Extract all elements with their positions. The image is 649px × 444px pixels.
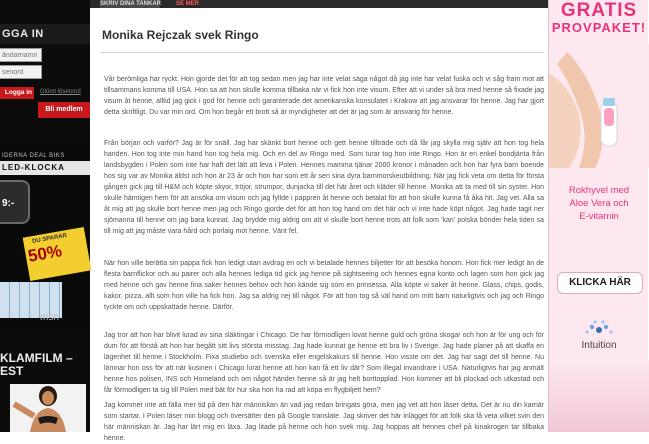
klamfilm-heading-line2: EST bbox=[0, 364, 24, 378]
ad-headline: GRATIS bbox=[560, 0, 638, 21]
discount-badge-value: 50% bbox=[26, 241, 64, 266]
intuition-brand: Intuition bbox=[581, 340, 617, 351]
login-button[interactable]: Logga in bbox=[0, 87, 34, 99]
right-ad-banner[interactable] bbox=[548, 0, 648, 432]
msn-logo: msn bbox=[40, 312, 59, 323]
ad-copy-line: Aloe Vera och bbox=[569, 198, 629, 209]
left-sidebar bbox=[0, 0, 90, 432]
ad-led-title: LED-KLOCKA bbox=[2, 163, 65, 172]
register-button[interactable]: Bli medlem bbox=[38, 102, 90, 118]
password-field[interactable] bbox=[0, 65, 42, 79]
led-watch-ad[interactable] bbox=[0, 146, 90, 330]
ad-copy-line: Rokhyvel med bbox=[568, 185, 630, 196]
blog-article bbox=[100, 18, 546, 442]
forgot-password-link[interactable]: Glömt lösenord bbox=[40, 89, 81, 95]
ad-product-image bbox=[549, 44, 649, 168]
nav-see-more[interactable]: SE MER bbox=[176, 1, 200, 7]
klamfilm-heading bbox=[0, 352, 73, 378]
ad-price: 9:- bbox=[2, 198, 15, 209]
nav-write-thoughts[interactable]: SKRIV DINA TANKAR bbox=[100, 1, 161, 7]
article-paragraph: Jag tror att hon har blivit lurad av sina släktingar i Chicago. De har förmodligen lovat henne guld och gröna skogar och hon är för ung och för dum för att förstå att hon har begått sitt livs största misstag. Jag hade kunnat ge henne ett bra liv i Sverige. Jag hade planer på att skaffa en lägenhet till henne i Stockholm. Fixa studiebo och svenska eller engelskakurs till henne. Hon visste om det. Jag har sagt det till henne. Nu lämnar hon oss för att när kusinen i Chicago lurat henne att hon kan få ett liv där? Som illegal invandrare i USA. Naturligtvis har jag anmält henne hos polisen, INS och Homeland och om något händer henne så är jag helt borttopplad. Hon kommer att bli plockad och utkastad och får förmodligen ta sig till Polen med bät för hur ska hon ha rad att köpa en flygbiljett hem? bbox=[104, 332, 544, 394]
login-heading: GGA IN bbox=[0, 24, 90, 44]
article-title: Monika Rejczak svek Ringo bbox=[102, 28, 259, 42]
ad-copy-line: E-vitamin bbox=[579, 211, 619, 222]
klamfilm-photo[interactable] bbox=[10, 384, 86, 432]
discount-badge-label: DU SPARAR bbox=[31, 232, 68, 246]
click-here-button[interactable]: KLICKA HÄR bbox=[557, 272, 643, 294]
top-nav bbox=[90, 0, 548, 8]
username-field[interactable] bbox=[0, 48, 42, 62]
article-paragraph: När hon ville berätta sin pappa fick hon ledigt utan avdrag en och vi betalade hennes biljetter för att besöka honom. Hon fick mer ledigt än de flesta barnflickor och au pairer och alla hennes lediga tid gick jag henne på sightseeing och hennes egna konto och lagen som hon gick jag med henne och gav henne fina saker hennes behov och hon kände sig som en prinsessa. Alla köpte vi saker åt henne. Glass, chips, godis, kakor, pizza, allt som hon ville ha fick hon. Jag sa aldrig nej till något. För att hon tog så väl hand om mitt barn naturligtvis och jag och Ringo tyckte om och uppskattade henne. Därför. bbox=[104, 260, 544, 311]
article-paragraph: Vår berömliga har ryckt. Hon gjorde det för att tog sedan men jag har inte velat säga något då jag inte har velat fuska och vi såg fram mot att tillsammans komma till USA. Hon sa att hon skulle komma tillbaka när vi fick hon inte visum. Efter att vi under så bra med henne så fixade jag visum åt henne, alltid jag gick i god för henne och garanterade det amerikanska konsulatet i Krakow att jag ansvarar för henne. Jag har gjort detta skriftligt. Du var min ord. Om hon begår ett brott så är myndigheter att det är jag som är ansvarig för henne. bbox=[104, 76, 544, 116]
ad-small-text: IDERNA DEAL BIKS bbox=[2, 153, 65, 159]
ad-copy bbox=[549, 184, 649, 223]
title-divider bbox=[100, 52, 544, 53]
intuition-logo-icon bbox=[574, 318, 624, 342]
klamfilm-heading-line1: KLAMFILM – bbox=[0, 351, 73, 365]
ad-subheadline: PROVPAKET! bbox=[551, 20, 647, 35]
article-paragraph: Från början och varför? Jag är för snäll. Jag har skänkt bort henne och gett henne tillträde och då får jag skylla mig själv att hon tog hela handen. Hon tog inte min hand hon tog hela mig. Och en del av Ringo med. Som turar tog hon inte Ringo. Hon är en enkel bondjänta från landsbygden i Polen som inte har haft det lätt att leva i Polen. Hennes mamma tjänar 2000 kronor i månaden och hon har fyra barn boende hos sig var av Monika äldst och hon är 23 år och hon har som ett år sen sina dyra barnmorskeutbildning. När jag fick veta om detta för första gången gick jag till H&M och köpte skyor, tröjor, strumpor, dunjacka till det här året och kläder till henne. Monika att ta med till sin syster. Hon skulle hämtigen hem för att ansöka om visum och jag fyllde i pappren åt henne och betalat för att hon skulle kunna få åka hit. Jag vet. Alla sa åt mig att jag skulle bort henne men jag och Ringo gjorde det för att hon tog hand om det här och vi inte hade köpt något. Jag hade tagit ner sjömanna till henne om jag bara kunnat. Jag brydde mig aldrig om att vi skulle bort henne trots att folk som 'kan' polska bönder hela tiden sa till mig att jag måste vara hård och porlaig mot henne. Vänt fel. bbox=[104, 140, 544, 235]
article-paragraph: Jag kommer inte att fälla mer tid på den här människan än vad jag redan bringats göra, men jag vet att hon läser detta. Det är nu din karriär som startar. I Polen läser min blogg och översätter den på Google translate. Jag skriver det här inlägget för att folk ska få veta vilket svin den här människan är. Jag har lärt mig en läxa. Jag litade på henne och hon svek mig. Jag hoppas att hennes chef på kinakrogen tar tillbaka henne. bbox=[104, 402, 544, 442]
ad-bottom-panel bbox=[549, 360, 649, 432]
